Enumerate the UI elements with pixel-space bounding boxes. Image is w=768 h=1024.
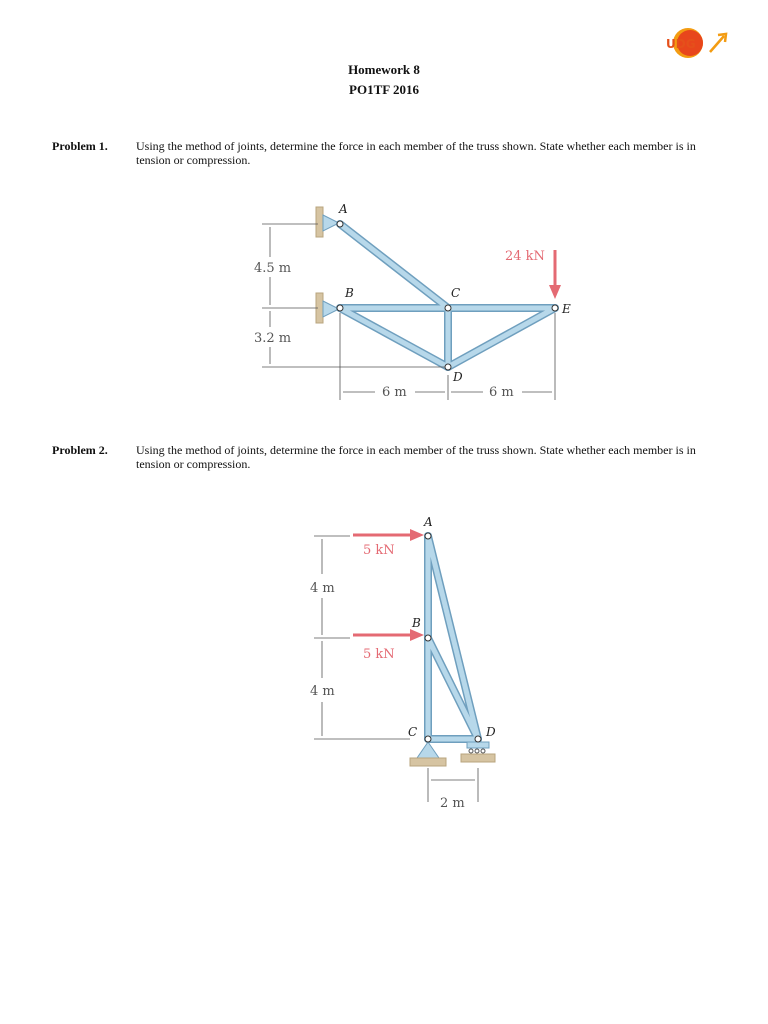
page-title: Homework 8 xyxy=(348,62,420,77)
problem2-label: Problem 2. xyxy=(52,443,108,457)
joint-label-a: A xyxy=(424,515,433,529)
joint-label-d: D xyxy=(486,725,496,739)
joint-label-b: B xyxy=(345,286,354,300)
logo-text: UDG xyxy=(666,37,696,51)
page-subtitle: PO1TF 2016 xyxy=(349,82,419,97)
dim-upper: 4 m xyxy=(310,581,335,596)
load-mid-label: 5 kN xyxy=(363,647,395,662)
load-arrow xyxy=(549,250,561,299)
supports xyxy=(410,742,495,766)
joint-label-e: E xyxy=(562,302,571,316)
dim-left-span: 6 m xyxy=(382,385,407,400)
supports xyxy=(316,207,339,323)
joint-label-d: D xyxy=(453,370,463,384)
joint-label-c: C xyxy=(408,725,418,739)
load-arrow-top xyxy=(353,529,424,541)
problem1-figure xyxy=(240,195,600,410)
joint-label-c: C xyxy=(451,286,461,300)
load-top-label: 5 kN xyxy=(363,543,395,558)
dimension-lines xyxy=(314,536,478,802)
load-arrow-mid xyxy=(353,629,424,641)
dim-upper: 4.5 m xyxy=(254,261,292,276)
dim-lower: 4 m xyxy=(310,684,335,699)
dim-right-span: 6 m xyxy=(489,385,514,400)
load-label: 24 kN xyxy=(505,249,545,264)
dim-lower: 3.2 m xyxy=(254,331,292,346)
problem1-label: Problem 1. xyxy=(52,139,108,153)
udg-logo xyxy=(660,26,734,60)
dim-span: 2 m xyxy=(440,796,465,811)
problem2-text: Using the method of joints, determine the force in each member of the truss shown. State whether each member is in tension or compression. xyxy=(136,443,696,471)
joint-label-b: B xyxy=(412,616,421,630)
problem2-figure xyxy=(300,510,520,815)
joint-label-a: A xyxy=(339,202,348,216)
problem1-text: Using the method of joints, determine the force in each member of the truss shown. State whether each member is in tension or compression. xyxy=(136,139,696,167)
